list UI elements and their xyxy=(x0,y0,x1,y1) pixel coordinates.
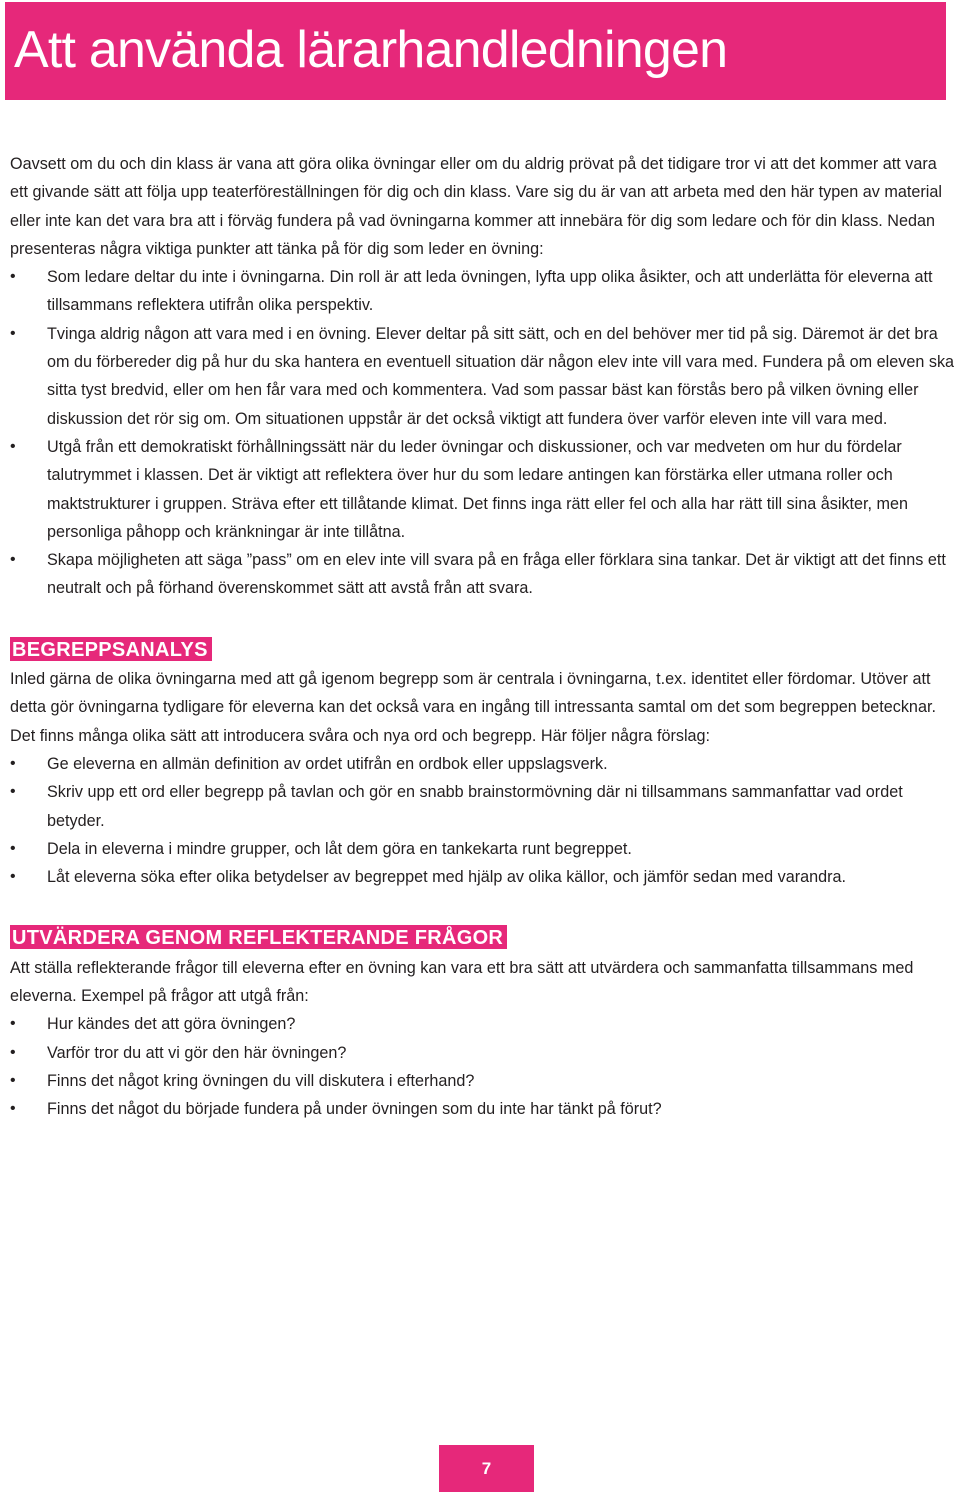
list-item: • Hur kändes det att göra övningen? xyxy=(10,1010,956,1038)
list-item: • Dela in eleverna i mindre grupper, och låt dem göra en tankekarta runt begreppet. xyxy=(10,835,956,863)
list-item: • Finns det något du började fundera på under övningen som du inte har tänkt på förut? xyxy=(10,1095,956,1123)
bullet-icon: • xyxy=(10,268,16,286)
list-item: • Utgå från ett demokratiskt förhållningssätt när du leder övningar och diskussioner, och var medveten om hur du fördelar talutrymmet i klassen. Det är viktigt att reflektera över hur du som ledare antingen kan förstärka eller utmana roller och maktstrukturer i gruppen. Sträva efter ett tillåtande klimat. Det finns inga rätt eller fel och alla har rätt till sina åsikter, men personliga påhopp och kränkningar är inte tillåtna. xyxy=(10,433,956,546)
section-utvardera xyxy=(10,891,956,1123)
bullet-icon: • xyxy=(10,783,16,801)
list-item: • Låt eleverna söka efter olika betydelser av begreppet med hjälp av olika källor, och jämför sedan med varandra. xyxy=(10,863,956,891)
list-item: • Varför tror du att vi gör den här övningen? xyxy=(10,1039,956,1067)
bullet-icon: • xyxy=(10,754,16,772)
section-bullet-list xyxy=(10,750,956,891)
list-item: • Skriv upp ett ord eller begrepp på tavlan och gör en snabb brainstormövning där ni tillsammans sammanfattar vad ordet betyder. xyxy=(10,778,956,835)
bullet-icon: • xyxy=(10,1043,16,1061)
bullet-icon: • xyxy=(10,1100,16,1118)
intro-section xyxy=(10,150,956,603)
section-paragraph: Att ställa reflekterande frågor till eleverna efter en övning kan vara ett bra sätt att utvärdera och sammanfatta tillsammans med eleverna. Exempel på frågor att utgå från: xyxy=(10,958,914,1006)
section-heading: UTVÄRDERA GENOM REFLEKTERANDE FRÅGOR xyxy=(10,925,507,949)
list-item: • Skapa möjligheten att säga ”pass” om en elev inte vill svara på en fråga eller förklara sina tankar. Det är viktigt att det finns ett neutralt och på förhand överenskommet sätt att avstå från att svara. xyxy=(10,546,956,603)
bullet-icon: • xyxy=(10,324,16,342)
page-number: 7 xyxy=(439,1445,534,1492)
list-item: • Finns det något kring övningen du vill diskutera i efterhand? xyxy=(10,1067,956,1095)
list-item: • Tvinga aldrig någon att vara med i en övning. Elever deltar på sitt sätt, och en del behöver mer tid på sig. Däremot är det bra om du förbereder dig på hur du ska hantera en eventuell situation där någon elev inte vill vara med. Fundera på om eleven ska sitta tyst bredvid, eller om hen får vara med och kommentera. Vad som passar bäst kan förstås bero på vilken övning eller diskussion det rör sig om. Om situationen uppstår är det också viktigt att fundera över varför eleven inte vill vara med. xyxy=(10,320,956,433)
bullet-icon: • xyxy=(10,437,16,455)
section-paragraph: Inled gärna de olika övningarna med att gå igenom begrepp som är centrala i övningarna, t.ex. identitet eller fördomar. Utöver att detta gör övningarna tydligare för eleverna kan det också vara en ingång till intressanta samtal om det som begreppen betecknar. Det finns många olika sätt att introducera svåra och nya ord och begrepp. Här följer några förslag: xyxy=(10,670,936,745)
bullet-icon: • xyxy=(10,1071,16,1089)
list-item: • Som ledare deltar du inte i övningarna. Din roll är att leda övningen, lyfta upp olika åsikter, och att underlätta för eleverna att tillsammans reflektera utifrån olika perspektiv. xyxy=(10,263,956,320)
main-content xyxy=(10,150,956,1124)
header-bar xyxy=(5,2,946,100)
section-heading: BEGREPPSANALYS xyxy=(10,637,212,661)
page-title: Att använda lärarhandledningen xyxy=(14,21,728,79)
bullet-icon: • xyxy=(10,551,16,569)
section-bullet-list xyxy=(10,1010,956,1123)
bullet-icon: • xyxy=(10,1015,16,1033)
section-begreppsanalys xyxy=(10,603,956,892)
bullet-icon: • xyxy=(10,839,16,857)
bullet-icon: • xyxy=(10,868,16,886)
list-item: • Ge eleverna en allmän definition av ordet utifrån en ordbok eller uppslagsverk. xyxy=(10,750,956,778)
intro-paragraph: Oavsett om du och din klass är vana att göra olika övningar eller om du aldrig prövat på det tidigare tror vi att det kommer att vara ett givande sätt att följa upp teaterföreställningen för dig och din klass. Vare sig du är van att arbeta med den här typen av material eller inte kan det vara bra att i förväg fundera på vad övningarna kommer att innebära för dig som ledare och för din klass. Nedan presenteras några viktiga punkter att tänka på för dig som leder en övning: xyxy=(10,155,942,258)
intro-bullet-list xyxy=(10,263,956,603)
